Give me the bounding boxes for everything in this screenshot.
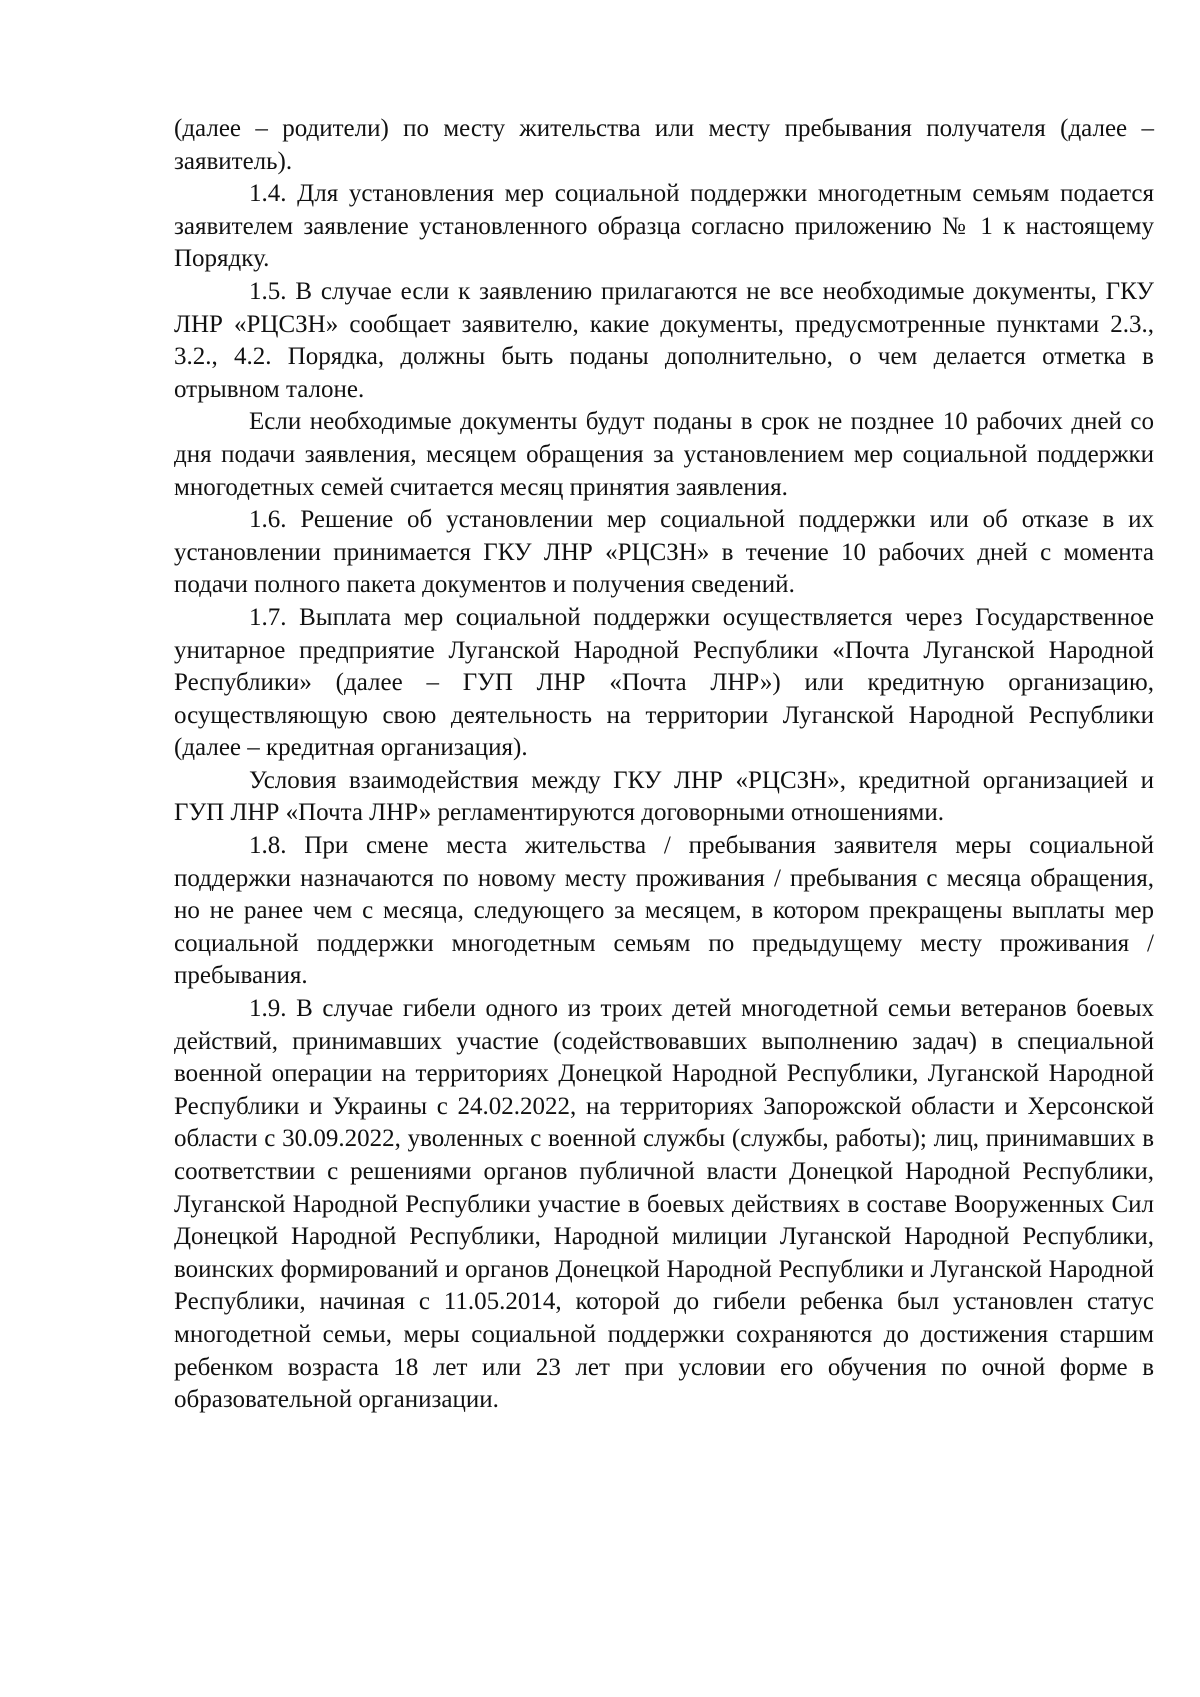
paragraph-1-6: 1.6. Решение об установлении мер социальной поддержки или об отказе в их установлении принимается ГКУ ЛНР «РЦСЗН» в течение 10 рабочих дней с момента подачи полного пакета документов и получения сведений. bbox=[174, 506, 1154, 599]
paragraph-1-4: 1.4. Для установления мер социальной поддержки многодетным семьям подается заявителем заявление установленного образца согласно приложению № 1 к настоящему Порядку. bbox=[174, 180, 1154, 273]
document-page bbox=[174, 113, 1154, 1417]
paragraph-1-5: 1.5. В случае если к заявлению прилагаются не все необходимые документы, ГКУ ЛНР «РЦСЗН» сообщает заявителю, какие документы, предусмотренные пунктами 2.3., 3.2., 4.2. Порядка, должны быть поданы дополнительно, о чем делается отметка в отрывном талоне. bbox=[174, 277, 1154, 403]
paragraph-1-8: 1.8. При смене места жительства / пребывания заявителя меры социальной поддержки назначаются по новому месту проживания / пребывания с месяца обращения, но не ранее чем с месяца, следующего за месяцем, в котором прекращены выплаты мер социальной поддержки многодетным семьям по предыдущему месту проживания / пребывания. bbox=[174, 832, 1154, 990]
paragraph-1-9: 1.9. В случае гибели одного из троих детей многодетной семьи ветеранов боевых действий, принимавших участие (содействовавших выполнению задач) в специальной военной операции на территориях Донецкой Народной Республики, Луганской Народной Республики и Украины с 24.02.2022, на территориях Запорожской области и Херсонской области с 30.09.2022, уволенных с военной службы (службы, работы); лиц, принимавших в соответствии с решениями органов публичной власти Донецкой Народной Республики, Луганской Народной Республики участие в боевых действиях в составе Вооруженных Сил Донецкой Народной Республики, Народной милиции Луганской Народной Республики, воинских формирований и органов Донецкой Народной Республики и Луганской Народной Республики, начиная с 11.05.2014, которой до гибели ребенка был установлен статус многодетной семьи, меры социальной поддержки сохраняются до достижения старшим ребенком возраста 18 лет или 23 лет при условии его обучения по очной форме в образовательной организации. bbox=[174, 995, 1154, 1414]
paragraph-continuation: (далее – родители) по месту жительства или месту пребывания получателя (далее – заявитель). bbox=[174, 115, 1154, 175]
paragraph-1-7: 1.7. Выплата мер социальной поддержки осуществляется через Государственное унитарное предприятие Луганской Народной Республики «Почта Луганской Народной Республики» (далее – ГУП ЛНР «Почта ЛНР») или кредитную организацию, осуществляющую свою деятельность на территории Луганской Народной Республики (далее – кредитная организация). bbox=[174, 603, 1154, 762]
paragraph-1-5-continuation: Если необходимые документы будут поданы в срок не позднее 10 рабочих дней со дня подачи заявления, месяцем обращения за установлением мер социальной поддержки многодетных семей считается месяц принятия заявления. bbox=[174, 408, 1154, 501]
paragraph-1-7-conditions: Условия взаимодействия между ГКУ ЛНР «РЦСЗН», кредитной организацией и ГУП ЛНР «Почта ЛНР» регламентируются договорными отношениями. bbox=[174, 766, 1154, 827]
